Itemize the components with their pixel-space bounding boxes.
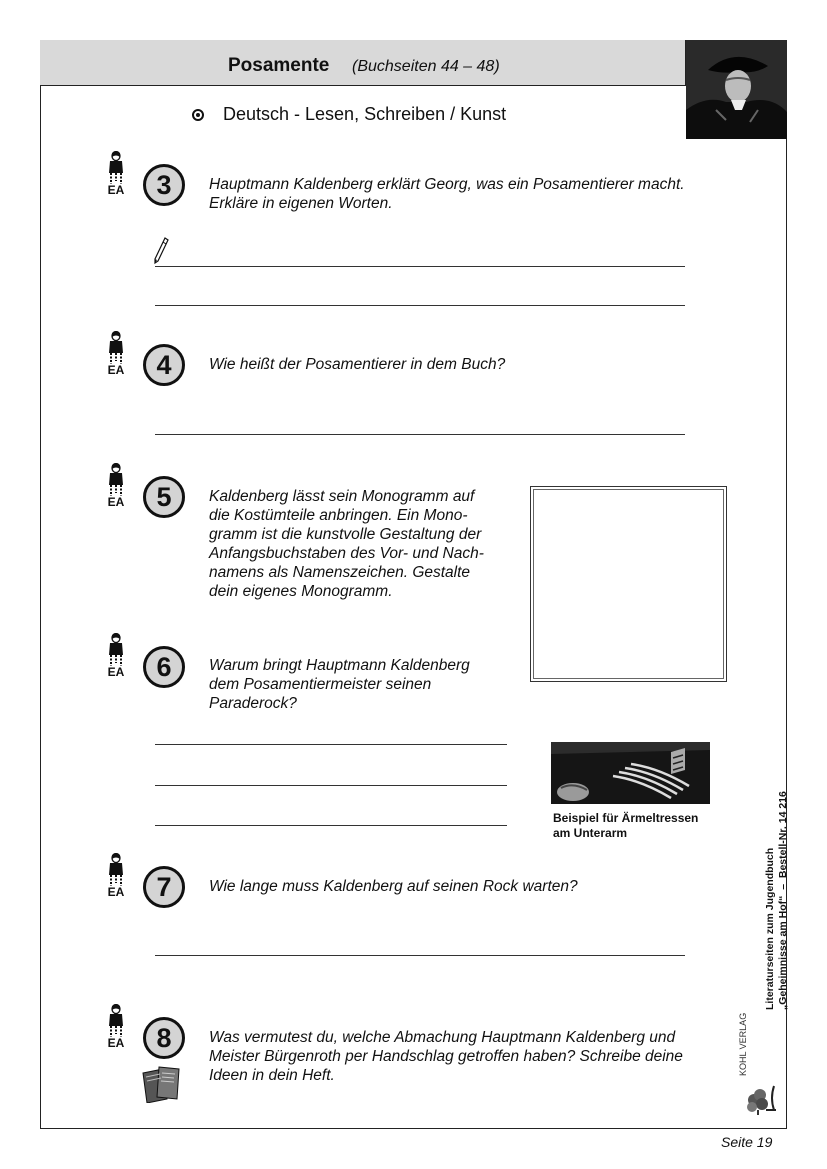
subject-line [192, 104, 506, 125]
ea-label: EA [107, 363, 125, 377]
task-number-badge: 5 [143, 476, 185, 518]
photo-caption: Beispiel für Ärmeltressen am Unterarm [553, 811, 699, 840]
ea-label: EA [107, 885, 125, 899]
sidebar-book-info [764, 791, 790, 1010]
ea-individual-work-icon [104, 151, 128, 197]
page-number: Seite 19 [721, 1134, 773, 1150]
monogram-drawing-box[interactable] [530, 486, 727, 682]
page-title: Posamente [228, 55, 330, 76]
person-icon [105, 633, 127, 667]
person-icon [105, 1004, 127, 1038]
sleeve-braid-photo [551, 742, 710, 804]
ea-label: EA [107, 495, 125, 509]
ea-individual-work-icon [104, 331, 128, 377]
ea-label: EA [107, 1036, 125, 1050]
subject-text: Deutsch - Lesen, Schreiben / Kunst [223, 104, 507, 124]
notebook-icon [141, 1065, 183, 1103]
ea-individual-work-icon [104, 633, 128, 679]
task-number-badge: 7 [143, 866, 185, 908]
answer-line[interactable] [155, 434, 685, 435]
answer-line[interactable] [155, 305, 685, 306]
task-number-badge: 3 [143, 164, 185, 206]
ea-individual-work-icon [104, 463, 128, 509]
publisher-tree-logo [744, 1084, 778, 1116]
ea-label: EA [107, 665, 125, 679]
ea-individual-work-icon [104, 1004, 128, 1050]
portrait-image [686, 40, 787, 139]
ea-individual-work-icon [104, 853, 128, 899]
answer-line[interactable] [155, 744, 507, 745]
task-number-badge: 8 [143, 1017, 185, 1059]
task-number-badge: 4 [143, 344, 185, 386]
task-3-text: Hauptmann Kaldenberg erklärt Georg, was ein Posamentierer macht. Erkläre in eigenen Worten. [209, 176, 685, 212]
person-icon [105, 463, 127, 497]
task-number-badge: 6 [143, 646, 185, 688]
ea-label: EA [107, 183, 125, 197]
answer-line[interactable] [155, 266, 685, 267]
task-4-text: Wie heißt der Posamentierer in dem Buch? [209, 356, 506, 373]
sidebar-line-1: Literaturseiten zum Jugendbuch [764, 847, 776, 1010]
task-8-text: Was vermutest du, welche Abmachung Hauptmann Kaldenberg und Meister Bürgenroth per Handschlag getroffen haben? Schreibe deine Ideen in dein Heft. [209, 1029, 683, 1084]
pencil-icon [153, 237, 169, 265]
bullet-icon [192, 109, 204, 121]
person-icon [105, 331, 127, 365]
page-subtitle: (Buchseiten 44 – 48) [352, 58, 500, 75]
task-6-text: Warum bringt Hauptmann Kaldenberg dem Posamentiermeister seinen Paraderock? [209, 657, 470, 712]
person-icon [105, 853, 127, 887]
answer-line[interactable] [155, 955, 685, 956]
sidebar-line-2: „Geheimnisse am Hof“ – Bestell-Nr. 14 216 [777, 791, 789, 1010]
answer-line[interactable] [155, 785, 507, 786]
task-7-text: Wie lange muss Kaldenberg auf seinen Rock warten? [209, 878, 578, 895]
publisher-name: KOHL VERLAG [738, 1012, 748, 1076]
person-icon [105, 151, 127, 185]
task-5-text: Kaldenberg lässt sein Monogramm auf die Kostümteile anbringen. Ein Mono- gramm ist die kunstvolle Gestaltung der Anfangsbuchstaben des Vor- und Nach- namens als Namenszeichen. Gestalte dein eigenes Monogramm. [209, 488, 484, 600]
answer-line[interactable] [155, 825, 507, 826]
